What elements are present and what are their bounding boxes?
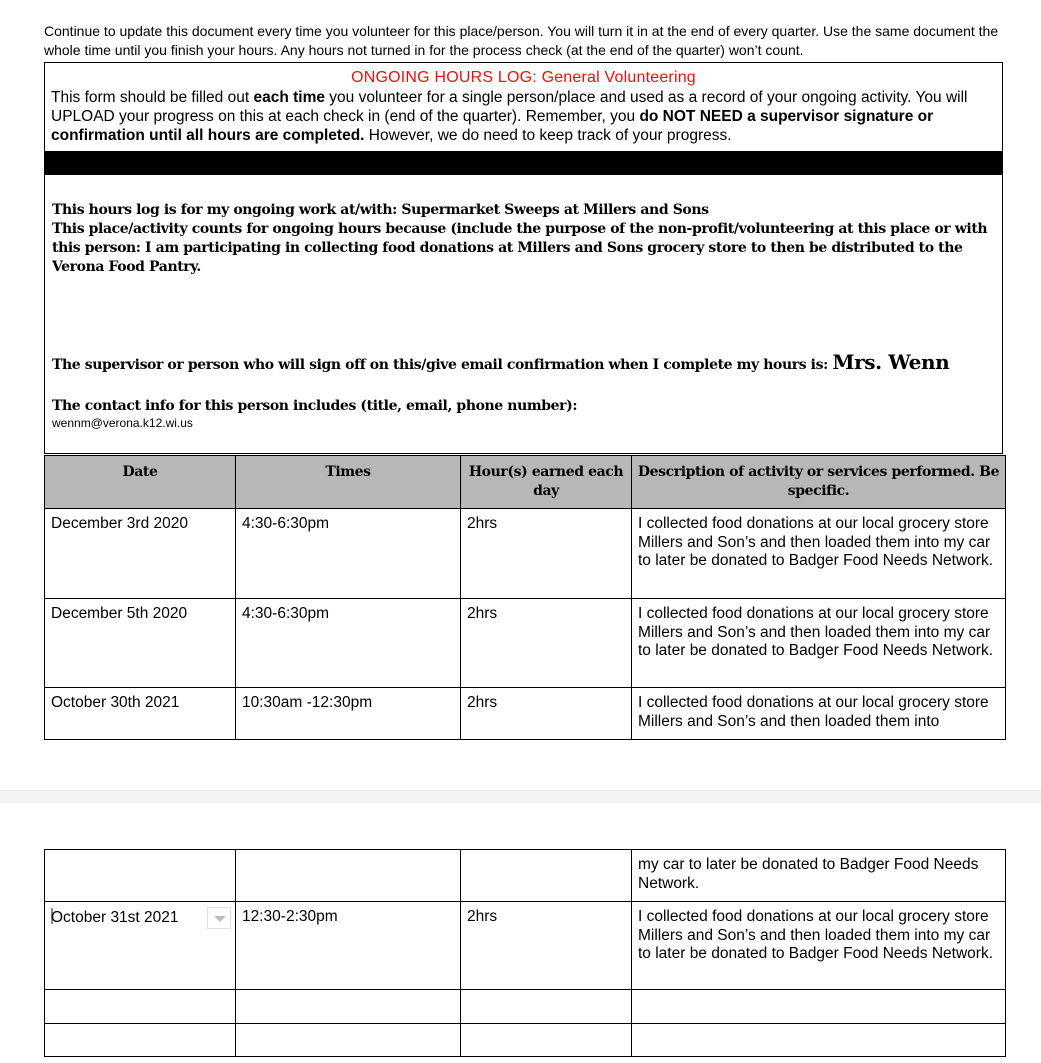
cell-times[interactable]: 4:30-6:30pm <box>236 599 461 688</box>
cell-date[interactable]: October 30th 2021 <box>45 688 236 740</box>
date-text: October 31st 2021 <box>51 909 179 926</box>
log-for-value[interactable]: Supermarket Sweeps at Millers and Sons <box>401 202 709 218</box>
purpose-value[interactable]: I am participating in collecting food donations at Millers and Sons grocery store to then be distributed to the Verona Food Pantry. <box>52 240 963 275</box>
table-row <box>45 850 1006 902</box>
cell-times[interactable] <box>236 1024 461 1057</box>
contact-label: The contact info for this person includes (title, email, phone number): <box>52 398 578 414</box>
cell-times[interactable] <box>236 850 461 902</box>
header-date: Date <box>45 456 236 509</box>
cell-date[interactable] <box>45 1024 236 1057</box>
cell-hours[interactable] <box>461 850 632 902</box>
supervisor-label: The supervisor or person who will sign off on this/give email confirmation when I complete my hours is: <box>52 357 833 373</box>
desc-text: However, we do need to keep track of your progress. <box>364 127 732 144</box>
contact-section <box>52 397 997 430</box>
cell-date[interactable] <box>45 902 236 990</box>
cell-date[interactable] <box>45 990 236 1024</box>
supervisor-name[interactable]: Mrs. Wenn <box>832 350 950 374</box>
desc-text: you volunteer for a single person/place and used as a record of your ongoing activity. You will UPLOAD your progress on this at each check in (end of the quarter). Remember, you <box>51 89 968 125</box>
table-row <box>45 599 1006 688</box>
hours-log-table-page2 <box>44 849 1006 1057</box>
form-title: ONGOING HOURS LOG: General Volunteering <box>351 69 696 86</box>
cell-description[interactable]: my car to later be donated to Badger Food Needs Network. <box>632 850 1006 902</box>
cell-date[interactable]: December 3rd 2020 <box>45 509 236 599</box>
table-header-row <box>45 456 1006 509</box>
cell-times[interactable] <box>236 990 461 1024</box>
cell-date[interactable] <box>45 850 236 902</box>
cell-description[interactable]: I collected food donations at our local grocery store Millers and Son’s and then loaded them into my car to later be donated to Badger Food Needs Network. <box>632 599 1006 688</box>
cell-description[interactable] <box>632 1024 1006 1057</box>
chevron-down-icon[interactable] <box>207 907 231 929</box>
header-hours: Hour(s) earned each day <box>461 456 632 509</box>
desc-bold: each time <box>253 89 325 106</box>
cell-description[interactable]: I collected food donations at our local grocery store Millers and Son’s and then loaded them into <box>632 688 1006 740</box>
intro-instructions: Continue to update this document every time you volunteer for this place/person. You will turn it in at the end of every quarter. Use the same document the whole time until you finish your hours. Any hours not turned in for the process check (at the end of the quarter) won’t count. <box>44 23 999 58</box>
purpose-label: This place/activity counts for ongoing hours because (include the purpose of the non-profit/volunteering at this place or with this person: <box>52 221 988 256</box>
table-row <box>45 688 1006 740</box>
cell-hours[interactable]: 2hrs <box>461 902 632 990</box>
header-description: Description of activity or services performed. Be specific. <box>632 456 1006 509</box>
cell-description[interactable] <box>632 990 1006 1024</box>
cell-hours[interactable]: 2hrs <box>461 509 632 599</box>
cell-description[interactable]: I collected food donations at our local grocery store Millers and Son’s and then loaded them into my car to later be donated to Badger Food Needs Network. <box>632 509 1006 599</box>
cell-hours[interactable] <box>461 990 632 1024</box>
cell-times[interactable]: 4:30-6:30pm <box>236 509 461 599</box>
log-for-section[interactable] <box>52 201 997 277</box>
cell-hours[interactable]: 2hrs <box>461 599 632 688</box>
header-times: Times <box>236 456 461 509</box>
supervisor-section <box>52 350 997 375</box>
table-row <box>45 1024 1006 1057</box>
log-for-label: This hours log is for my ongoing work at/with: <box>52 202 402 218</box>
page-break <box>0 790 1041 803</box>
cell-description[interactable]: I collected food donations at our local grocery store Millers and Son’s and then loaded them into my car to later be donated to Badger Food Needs Network. <box>632 902 1006 990</box>
cell-times[interactable]: 10:30am -12:30pm <box>236 688 461 740</box>
cell-date[interactable]: December 5th 2020 <box>45 599 236 688</box>
cell-hours[interactable]: 2hrs <box>461 688 632 740</box>
section-divider-bar <box>45 151 1002 175</box>
table-row <box>45 990 1006 1024</box>
table-row <box>45 902 1006 990</box>
form-description <box>45 88 1002 145</box>
desc-bold: do NOT NEED a supervisor signature or confirmation until all hours are completed. <box>51 108 934 144</box>
desc-text: This form should be filled out <box>51 89 254 106</box>
cell-hours[interactable] <box>461 1024 632 1057</box>
form-info-box <box>44 62 1003 454</box>
hours-log-table-page1 <box>44 455 1006 740</box>
table-row <box>45 509 1006 599</box>
cell-times[interactable]: 12:30-2:30pm <box>236 902 461 990</box>
contact-email[interactable]: wennm@verona.k12.wi.us <box>52 416 193 430</box>
